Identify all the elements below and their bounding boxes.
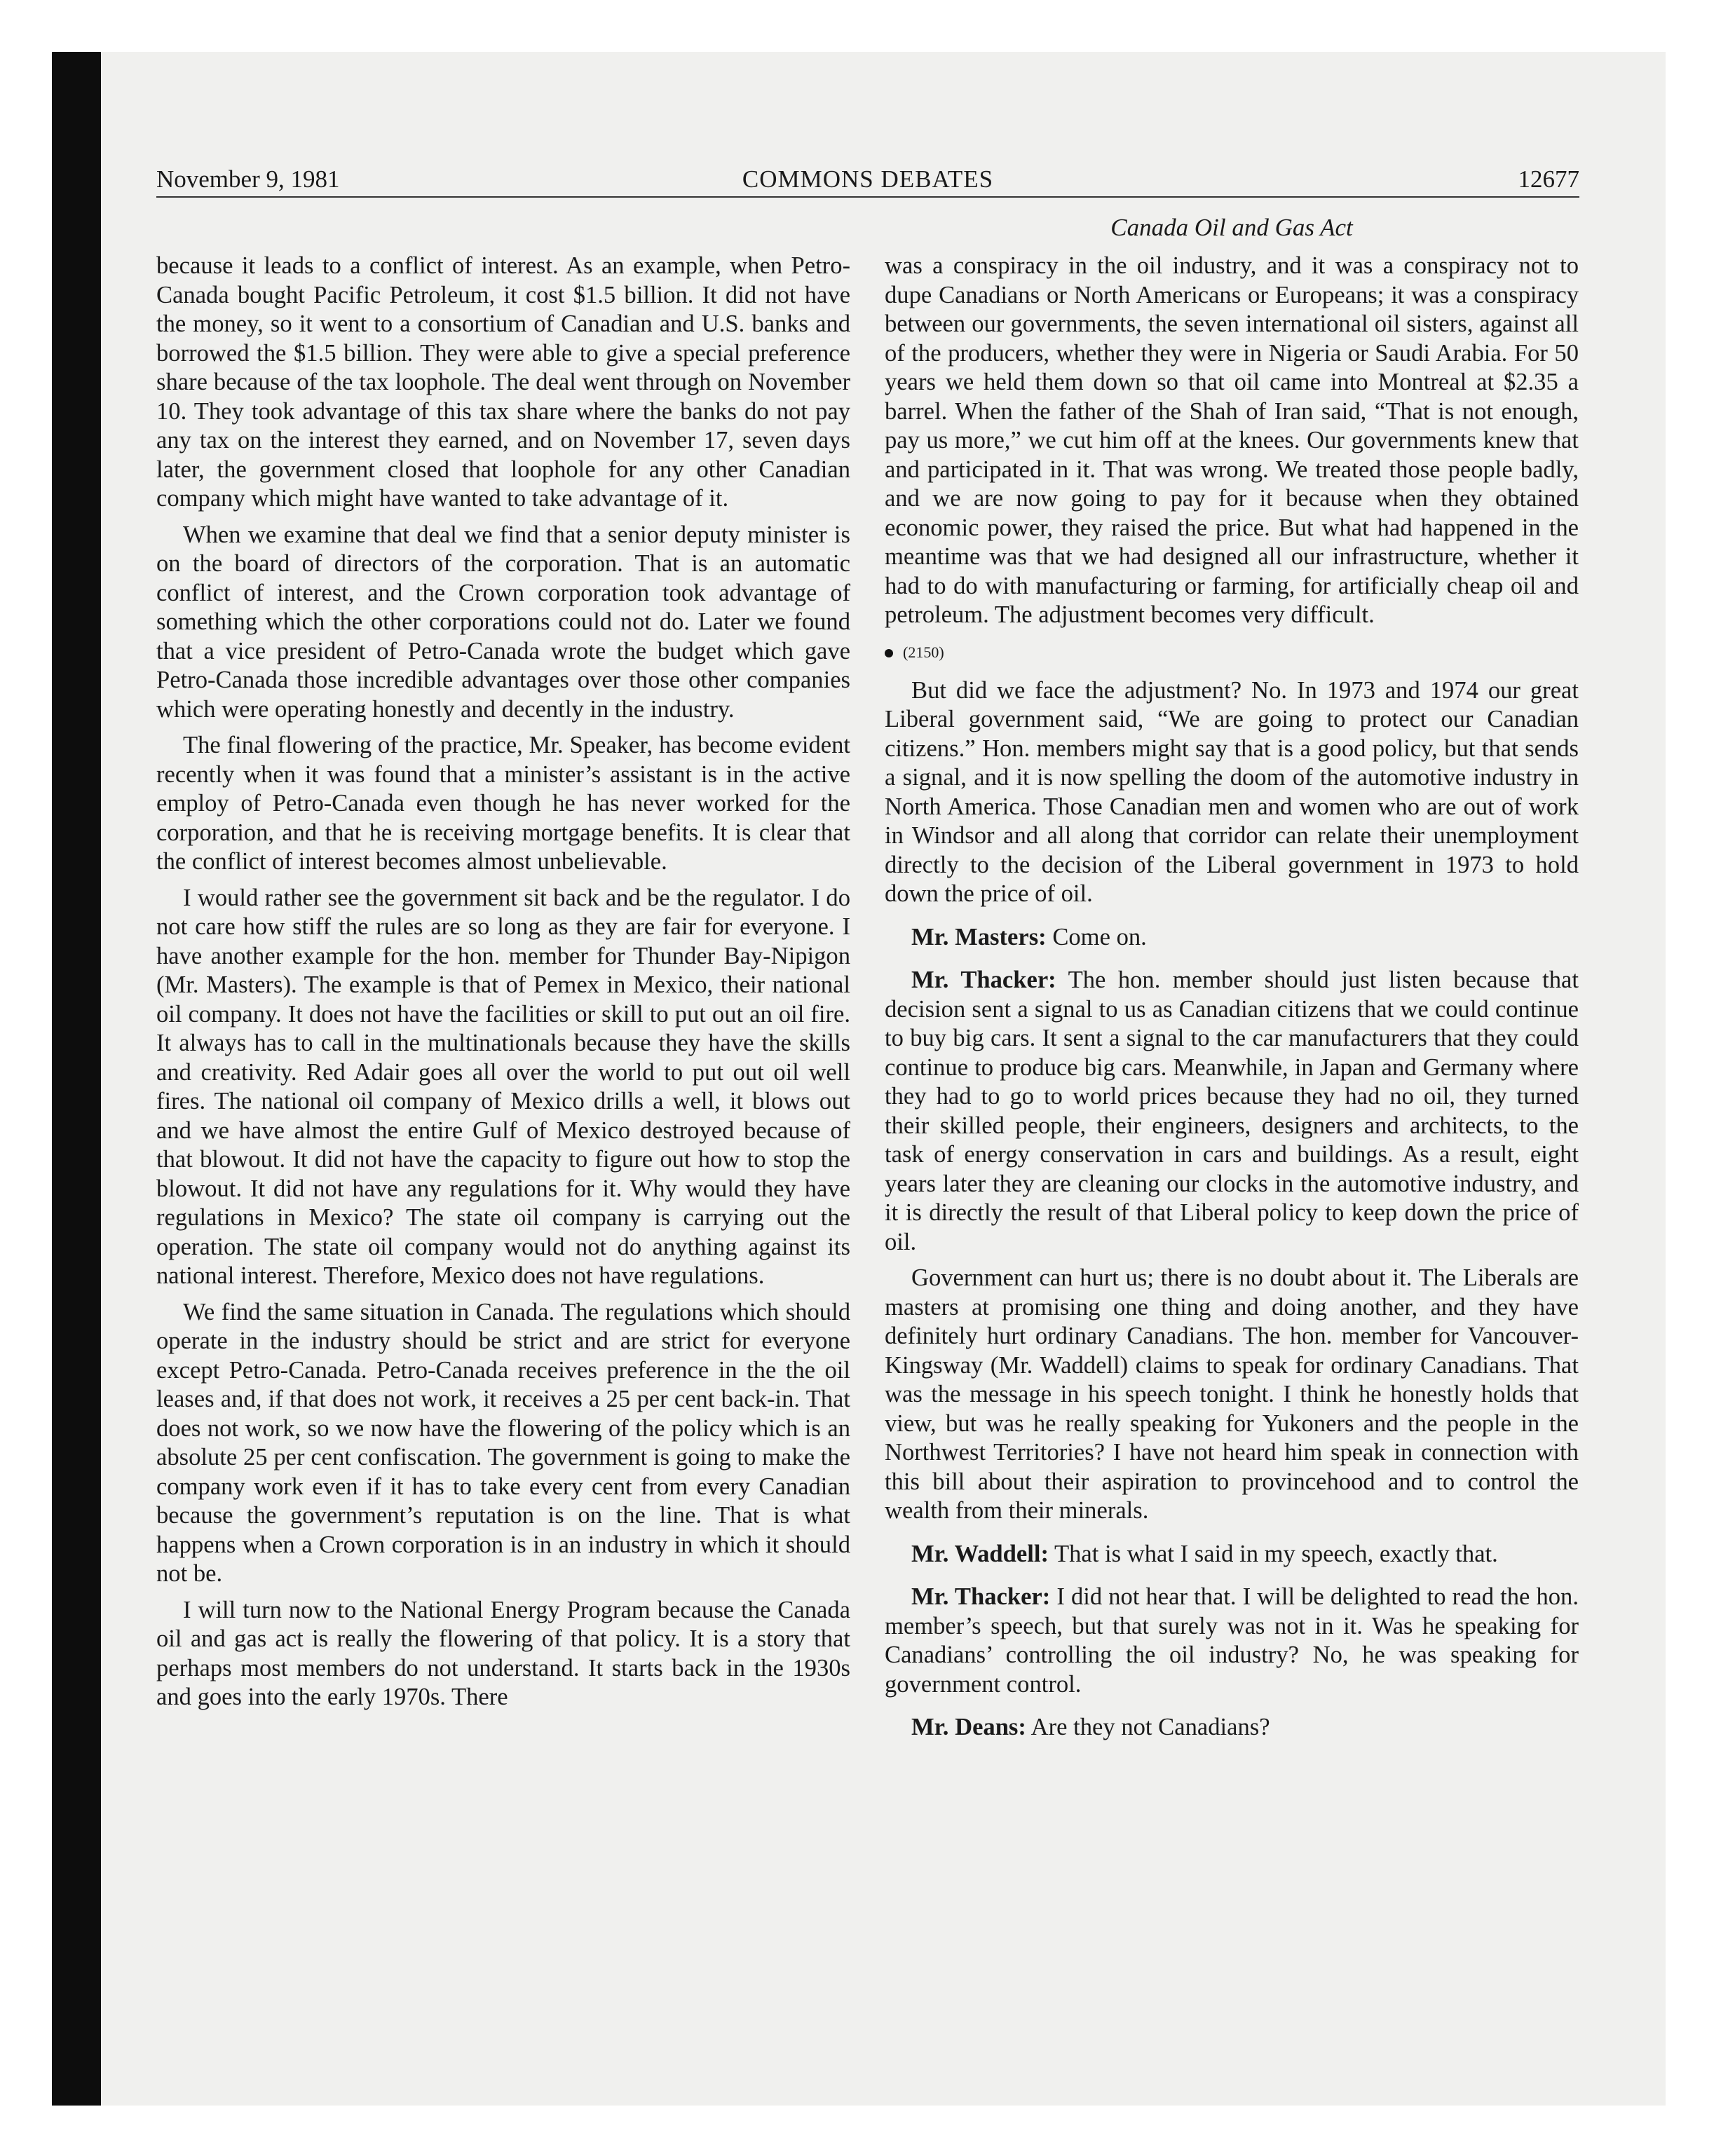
speech-text: I did not hear that. I will be delighted to read the hon. member’s speech, but that surely was not in it. Was he speaking for Canadians’ controlling the oil industry? No, he was speaking for government control. — [885, 1583, 1579, 1698]
speech — [885, 1540, 1579, 1569]
paragraph: I will turn now to the National Energy Program because the Canada oil and gas act is really the flowering of that policy. It is a story that perhaps most members do not understand. It starts back in the 1930s and goes into the early 1970s. There — [156, 1596, 850, 1710]
speech-text: Come on. — [1052, 923, 1147, 950]
paragraph: When we examine that deal we find that a senior deputy minister is on the board of directors of the corporation. That is an automatic conflict of interest, and the Crown corporation took advantage of something which the other corporations could not do. Later we found that a vice president of Petro-Canada wrote the budget which gave Petro-Canada those incredible advantages over those other companies which were operating honestly and decently in the industry. — [156, 521, 850, 723]
bullet-icon — [885, 649, 893, 657]
speaker-name: Mr. Thacker: — [911, 1583, 1051, 1610]
left-column — [156, 252, 850, 1719]
paragraph: was a conspiracy in the oil industry, and it was a conspiracy not to dupe Canadians or North Americans or Europeans; it was a conspiracy between our governments, the seven international oil sisters, against all of the producers, whether they were in Nigeria or Saudi Arabia. For 50 years we held them down so that oil came into Montreal at $2.35 a barrel. When the father of the Shah of Iran said, “That is not enough, pay us more,” we cut him off at the knees. Our governments knew that and participated in it. That was wrong. We treated those people badly, and we are now going to pay for it because when they obtained economic power, they raised the price. But what had happened in the meantime was that we had designed all our infrastructure, whether it had to do with manufacturing or farming, for artificially cheap oil and petroleum. The adjustment becomes very difficult. — [885, 252, 1579, 628]
paragraph: I would rather see the government sit back and be the regulator. I do not care how stiff the rules are so long as they are fair for everyone. I have another example for the hon. member for Thunder Bay-Nipigon (Mr. Masters). The example is that of Pemex in Mexico, their national oil company. It does not have the facilities or skill to put out an oil fire. It always has to call in the multinationals because they have the skills and creativity. Red Adair goes all over the world to put out oil well fires. The national oil company of Mexico drills a well, it blows out and we have almost the entire Gulf of Mexico destroyed because of that blowout. It did not have the capacity to figure out how to stop the blowout. It did not have any regulations for it. Why would they have regulations in Mexico? The state oil company is carrying out the operation. The state oil company would not do anything against its national interest. Therefore, Mexico does not have regulations. — [156, 884, 850, 1289]
speech-text: Are they not Canadians? — [1030, 1714, 1270, 1740]
header-rule — [156, 196, 1579, 198]
speech — [885, 1713, 1579, 1742]
time-marker-text: (2150) — [903, 643, 944, 661]
page-header — [156, 160, 1579, 199]
page-number: 12677 — [1518, 165, 1579, 193]
speaker-name: Mr. Waddell: — [911, 1540, 1049, 1567]
speaker-name: Mr. Masters: — [911, 923, 1047, 950]
paragraph: Government can hurt us; there is no doubt about it. The Liberals are masters at promising one thing and doing another, and they have definitely hurt ordinary Canadians. The hon. member for Vancouver-Kingsway (Mr. Waddell) claims to speak for ordinary Canadians. That was the message in his speech tonight. I think he honestly holds that view, but was he really speaking for Yukoners and the people in the Northwest Territories? I have not heard him speak in connection with this bill about their aspiration to provincehood and to control the wealth from their minerals. — [885, 1264, 1579, 1524]
speech-text: That is what I said in my speech, exactly that. — [1054, 1540, 1498, 1567]
speech — [885, 966, 1579, 1257]
running-title: Canada Oil and Gas Act — [1110, 214, 1353, 241]
paragraph: The final flowering of the practice, Mr. Speaker, has become evident recently when it was found that a minister’s assistant is in the active employ of Petro-Canada even though he has never worked for the corporation, and that he is receiving mortgage benefits. It is clear that the conflict of interest becomes almost unbelievable. — [156, 732, 850, 875]
paragraph: But did we face the adjustment? No. In 1973 and 1974 our great Liberal government said, “We are going to protect our Canadian citizens.” Hon. members might say that is a good policy, but that sends a signal, and it is now spelling the doom of the automotive industry in North America. Those Canadian men and women who are out of work in Windsor and all along that corridor can relate their unemployment directly to the decision of the Liberal government in 1973 to hold down the price of oil. — [885, 676, 1579, 907]
header-date: November 9, 1981 — [156, 165, 340, 193]
speaker-name: Mr. Thacker: — [911, 967, 1056, 993]
paragraph: because it leads to a conflict of interest. As an example, when Petro-Canada bought Pacific Petroleum, it cost $1.5 billion. It did not have the money, so it went to a consortium of Canadian and U.S. banks and borrowed the $1.5 billion. They were able to give a special preference share because of the tax loophole. The deal went through on November 10. They took advantage of this tax share where the banks do not pay any tax on the interest they earned, and on November 17, seven days later, the government closed that loophole for any other Canadian company which might have wanted to take advantage of it. — [156, 252, 850, 512]
paragraph: We find the same situation in Canada. The regulations which should operate in the industry should be strict and are strict for everyone except Petro-Canada. Petro-Canada receives preference in the the oil leases and, if that does not work, it receives a 25 per cent back-in. That does not work, so we now have the flowering of the policy which is an absolute 25 per cent confiscation. The government is going to make the company work even if it has to take every cent from every Canadian because the government’s reputation is on the line. That is what happens when a Crown corporation is in an industry in which it should not be. — [156, 1298, 850, 1587]
right-column — [885, 252, 1579, 1749]
speech — [885, 1583, 1579, 1699]
time-marker — [885, 639, 1579, 667]
speech — [885, 923, 1579, 953]
binding-edge — [52, 52, 101, 2106]
speaker-name: Mr. Deans: — [911, 1714, 1026, 1740]
header-title: COMMONS DEBATES — [742, 165, 994, 193]
speech-text: The hon. member should just listen because that decision sent a signal to us as Canadian citizens that we could continue to buy big cars. It sent a signal to the car manufacturers that they could continue to produce big cars. Meanwhile, in Japan and Germany where they had to go to world prices because they had no oil, they turned their skilled people, their engineers, designers and architects, to the task of energy conservation in cars and buildings. As a result, eight years later they are cleaning our clocks in the automotive industry, and it is directly the result of that Liberal policy to keep down the price of oil. — [885, 967, 1579, 1255]
